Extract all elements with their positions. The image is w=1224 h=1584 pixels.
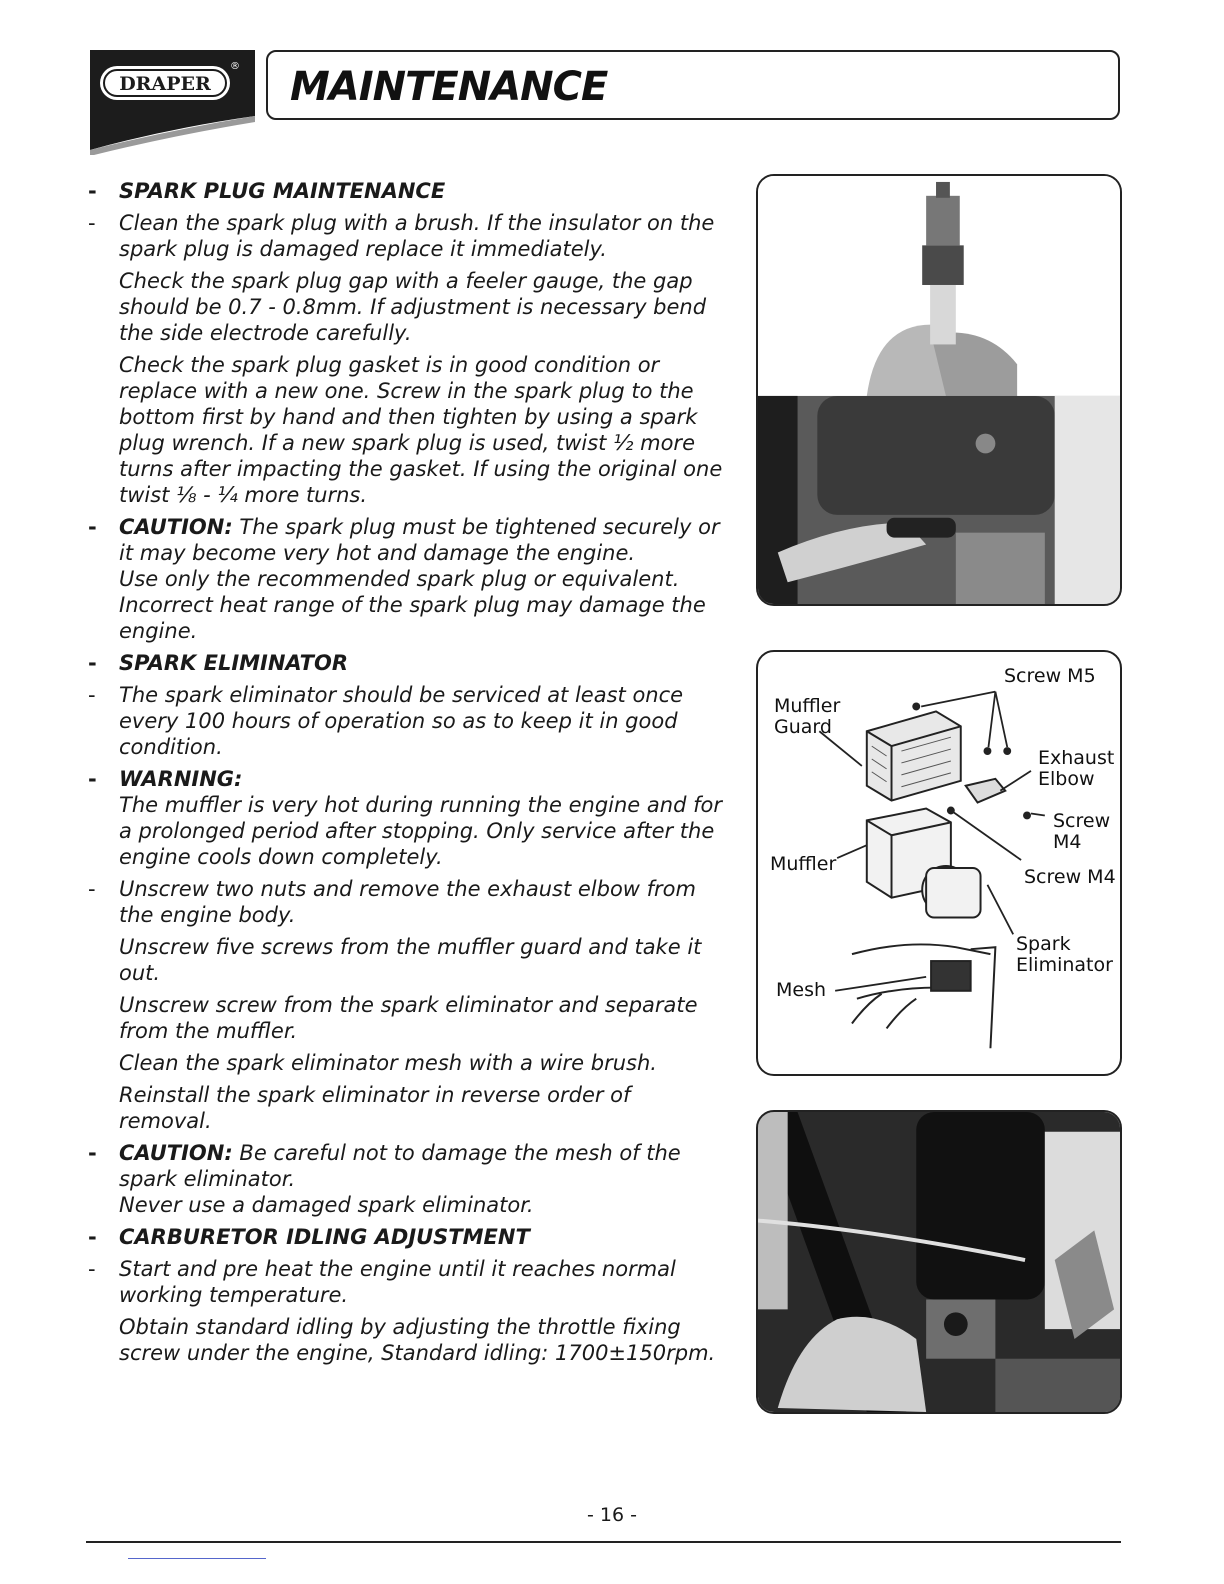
unscrew-p2: Unscrew five screws from the muffler guard and take it out. [119, 935, 702, 985]
caution2-text: Be careful not to damage the mesh of the spark eliminator. [119, 1141, 681, 1191]
label-mesh: Mesh [776, 979, 827, 1001]
label-screw-m5: Screw M5 [1004, 665, 1096, 687]
warning-text: The muffler is very hot during running the engine and for a prolonged period after stopping. Only service after the engine cools down completely. [119, 793, 722, 869]
label-screw-m4a-2: M4 [1053, 831, 1082, 853]
unscrew-row: - Unscrew two nuts and remove the exhaust elbow from the engine body. Unscrew five screws from the muffler guard and take it out. Unscrew screw from the spark eliminator and separate from the muffler. Clean the spark eliminator mesh with a wire brush. Reinstall the spark eliminator in reverse order of removal. [88, 876, 728, 1134]
caution2-line2: Never use a damaged spark eliminator. [119, 1193, 534, 1217]
carburetor-row: - Start and pre heat the engine until it reaches normal working temperature. Obtain standard idling by adjusting the throttle fixing screw under the engine, Standard idling: 1700±150rpm. [88, 1256, 728, 1366]
label-spark-eliminator-2: Eliminator [1016, 954, 1113, 976]
warning-label: WARNING: [119, 767, 243, 791]
label-spark-eliminator-1: Spark [1016, 933, 1071, 955]
label-exhaust-elbow-1: Exhaust [1038, 747, 1115, 769]
label-screw-m4a-1: Screw [1053, 810, 1111, 832]
spark-eliminator-heading-row: - SPARK ELIMINATOR [88, 651, 349, 675]
spark-eliminator-diagram [756, 650, 1122, 1076]
page-title-box [266, 50, 1120, 120]
page-number: - 16 - [587, 1504, 637, 1526]
caution2-label: CAUTION: [119, 1141, 233, 1165]
carburetor-p2: Obtain standard idling by adjusting the throttle fixing screw under the engine, Standard idling: 1700±150rpm. [119, 1315, 716, 1365]
instructions-column [88, 178, 728, 1372]
unscrew-p4: Clean the spark eliminator mesh with a wire brush. [119, 1051, 657, 1075]
spark-plug-p1: Clean the spark plug with a brush. If the insulator on the spark plug is damaged replace it immediately. [119, 211, 715, 261]
carburetor-heading-row: - CARBURETOR IDLING ADJUSTMENT [88, 1225, 530, 1249]
page-title: MAINTENANCE [290, 64, 608, 110]
caution2-row: - CAUTION: Be careful not to damage the mesh of the spark eliminator. Never use a damaged spark eliminator. [88, 1141, 681, 1217]
label-exhaust-elbow-2: Elbow [1038, 768, 1095, 790]
caution1-text: The spark plug must be tightened securely or it may become very hot and damage the engine. [119, 515, 720, 565]
footer-divider [86, 1541, 1121, 1543]
brand-name: DRAPER [119, 73, 211, 95]
caution1-row: - CAUTION: The spark plug must be tightened securely or it may become very hot and damage the engine. Use only the recommended spark plug or equivalent. Incorrect heat range of the spark plug may damage the engine. [88, 515, 720, 643]
spark-eliminator-service-row: - The spark eliminator should be serviced at least once every 100 hours of operation so as to keep it in good condition. [88, 682, 728, 760]
spark-plug-heading-row: - SPARK PLUG MAINTENANCE [88, 179, 446, 203]
label-screw-m4b: Screw M4 [1024, 866, 1116, 888]
label-muffler-guard-2: Guard [774, 716, 832, 738]
spark-eliminator-p1: The spark eliminator should be serviced at least once every 100 hours of operation so as to keep it in good condition. [119, 683, 684, 759]
spark-eliminator-heading: SPARK ELIMINATOR [119, 651, 349, 675]
footer-link-underline [128, 1558, 266, 1559]
caution1-label: CAUTION: [119, 515, 233, 539]
carburetor-p1: Start and pre heat the engine until it reaches normal working temperature. [119, 1257, 676, 1307]
unscrew-p5: Reinstall the spark eliminator in reverse order of removal. [119, 1083, 631, 1133]
spark-plug-clean-row: - Clean the spark plug with a brush. If the insulator on the spark plug is damaged replace it immediately. Check the spark plug gap with a feeler gauge, the gap should be 0.7 - 0.8mm. If adjustment is necessary bend the side electrode carefully. Check the spark plug gasket is in good condition or replace with a new one. Screw in the spark plug to the bottom first by hand and then tighten by using a spark plug wrench. If a new spark plug is used, twist ½ more turns after impacting the gasket. If using the original one twist ⅛ - ¼ more turns. [88, 210, 728, 508]
spark-plug-p3: Check the spark plug gasket is in good condition or replace with a new one. Screw in the spark plug to the bottom first by hand and then tighten by using a spark plug wrench. If a new spark plug is used, twist ½ more turns after impacting the gasket. If using the original one twist ⅛ - ¼ more turns. [119, 353, 723, 507]
carburetor-photo [756, 1110, 1122, 1414]
unscrew-p1: Unscrew two nuts and remove the exhaust elbow from the engine body. [119, 877, 696, 927]
label-muffler: Muffler [770, 853, 837, 875]
carburetor-heading: CARBURETOR IDLING ADJUSTMENT [119, 1225, 530, 1249]
spark-plug-heading: SPARK PLUG MAINTENANCE [119, 179, 446, 203]
unscrew-p3: Unscrew screw from the spark eliminator and separate from the muffler. [119, 993, 698, 1043]
registered-mark: ® [230, 61, 240, 72]
caution1-line2: Use only the recommended spark plug or equivalent. Incorrect heat range of the spark plug may damage the engine. [119, 567, 706, 643]
spark-plug-photo [756, 174, 1122, 606]
label-muffler-guard-1: Muffler [774, 695, 841, 717]
draper-logo [90, 50, 255, 155]
spark-plug-p2: Check the spark plug gap with a feeler gauge, the gap should be 0.7 - 0.8mm. If adjustment is necessary bend the side electrode carefully. [119, 269, 707, 345]
warning-row: - WARNING: The muffler is very hot during running the engine and for a prolonged period after stopping. Only service after the engine cools down completely. [88, 767, 722, 869]
